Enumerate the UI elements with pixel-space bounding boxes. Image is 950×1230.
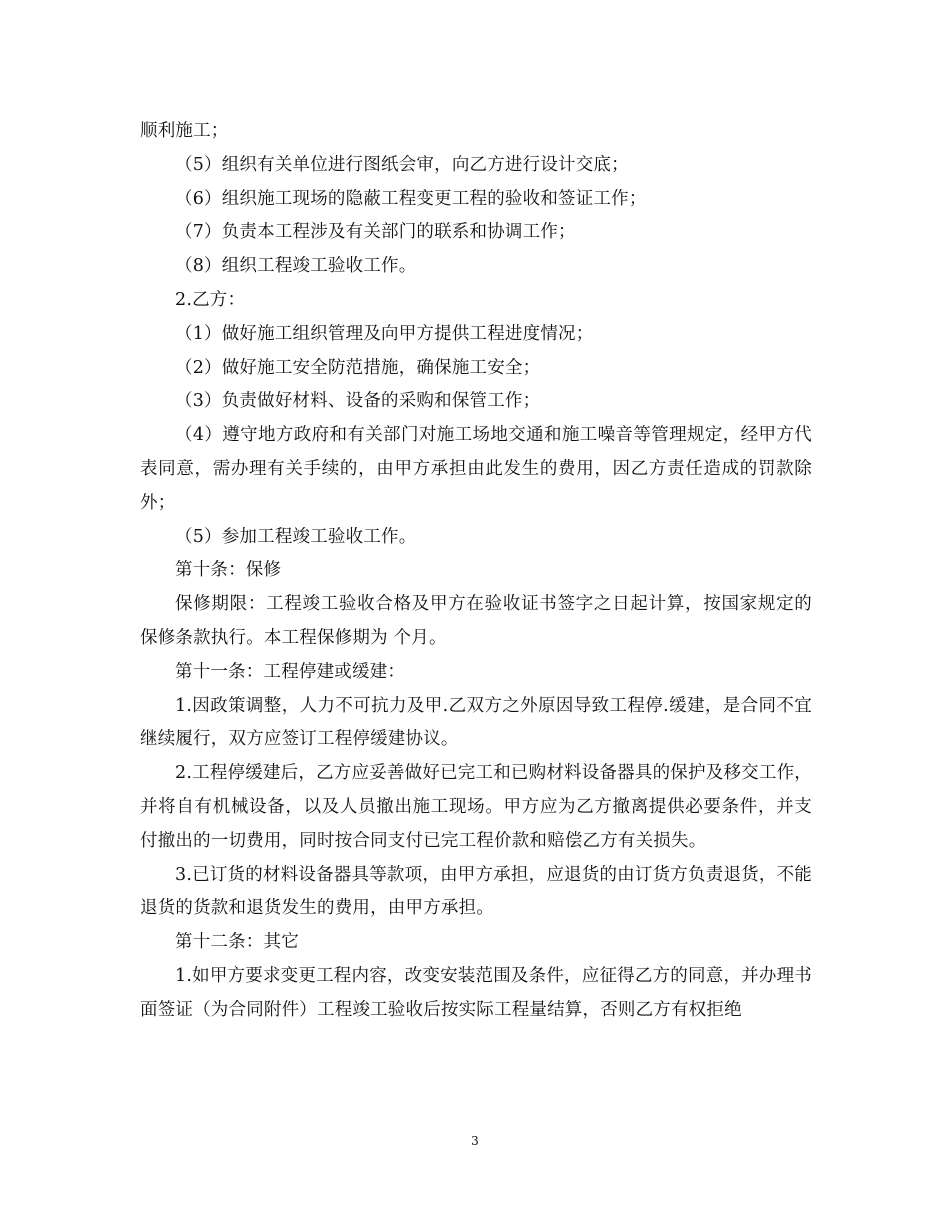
paragraph: （1）做好施工组织管理及向甲方提供工程进度情况； (175, 323, 594, 344)
paragraph: （6）组织施工现场的隐蔽工程变更工程的验收和签证工作； (175, 188, 647, 209)
paragraph: （8）组织工程竣工验收工作。 (175, 256, 417, 277)
paragraph: （2）做好施工安全防范措施，确保施工安全； (175, 357, 541, 378)
paragraph: 顺利施工； (140, 121, 229, 141)
article-heading: 第十二条：其它 (175, 932, 299, 953)
paragraph: 3.已订货的材料设备器具等款项，由甲方承担，应退货的由订货方负责退货，不能退货的货款和退货发生的费用，由甲方承担。 (140, 864, 812, 919)
paragraph: （4）遵守地方政府和有关部门对施工场地交通和施工噪音等管理规定，经甲方代表同意，需办理有关手续的，由甲方承担由此发生的费用，因乙方责任造成的罚款除外； (140, 425, 812, 513)
paragraph: 1.因政策调整，人力不可抗力及甲.乙双方之外原因导致工程停.缓建，是合同不宜继续履行，双方应签订工程停缓建协议。 (140, 695, 812, 750)
page-number: 3 (471, 1134, 479, 1148)
paragraph: 2.工程停缓建后，乙方应妥善做好已完工和已购材料设备器具的保护及移交工作，并将自有机械设备，以及人员撤出施工现场。甲方应为乙方撤离提供必要条件，并支付撤出的一切费用，同时按合同支付已完工程价款和赔偿乙方有关损失。 (140, 763, 812, 851)
paragraph: （5）参加工程竣工验收工作。 (175, 526, 417, 547)
paragraph: （7）负责本工程涉及有关部门的联系和协调工作； (175, 222, 576, 243)
paragraph: （5）组织有关单位进行图纸会审，向乙方进行设计交底； (175, 154, 629, 175)
paragraph: 保修期限：工程竣工验收合格及甲方在验收证书签字之日起计算，按国家规定的保修条款执行。本工程保修期为 个月。 (140, 594, 812, 648)
section-heading: 2.乙方： (175, 289, 246, 310)
document-body (140, 115, 812, 1028)
article-heading: 第十条：保修 (175, 560, 282, 581)
article-heading: 第十一条：工程停建或缓建： (175, 661, 406, 682)
paragraph: 1.如甲方要求变更工程内容，改变安装范围及条件，应征得乙方的同意，并办理书面签证（为合同附件）工程竣工验收后按实际工程量结算，否则乙方有权拒绝 (140, 965, 812, 1020)
paragraph: （3）负责做好材料、设备的采购和保管工作； (175, 391, 541, 412)
